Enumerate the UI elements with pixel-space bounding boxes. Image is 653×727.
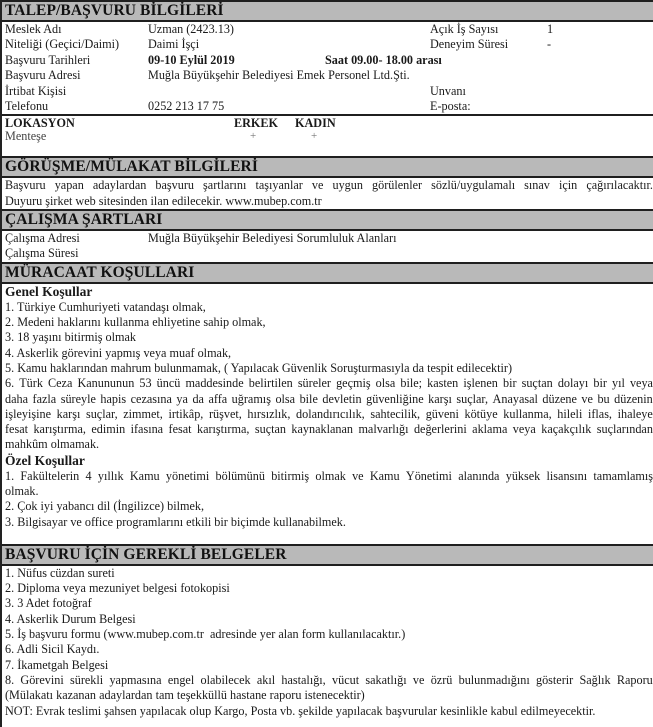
word: bitirmiş bbox=[271, 468, 310, 483]
genel-item-1: 1. Türkiye Cumhuriyeti vatandaşı olmak, bbox=[5, 299, 206, 314]
unvan-label: Unvanı bbox=[430, 83, 466, 98]
telefon-label: Telefonu bbox=[5, 98, 49, 113]
word: Başvuru bbox=[5, 178, 46, 193]
word: yönetimi bbox=[165, 468, 210, 483]
word: fazla bbox=[32, 391, 57, 406]
word: Kanununun bbox=[77, 376, 135, 391]
telefon-value: 0252 213 17 75 bbox=[148, 98, 225, 113]
word: gösterir bbox=[535, 672, 574, 687]
section-header-calisma: ÇALIŞMA ŞARTLARI bbox=[2, 209, 653, 231]
word: vücut bbox=[332, 672, 360, 687]
ozel-item-2: 2. Çok iyi yabancı dil (İngilizce) bilmek, bbox=[5, 499, 205, 514]
calisma-sure-label: Çalışma Süresi bbox=[5, 246, 79, 261]
word: dolayı bbox=[557, 376, 589, 391]
word: suçlar, bbox=[85, 406, 118, 421]
word: karşı bbox=[56, 406, 81, 421]
belge-item-8-line-1 bbox=[2, 673, 653, 688]
word: üncü bbox=[156, 376, 181, 391]
belge-item-5: 5. İş başvuru formu (www.mubep.com.tr adresinde yer alan form kullanılacaktır.) bbox=[5, 627, 406, 642]
genel-item-4: 4. Askerlik görevini yapmış veya muaf olmak, bbox=[5, 345, 232, 360]
ozel-item-1-line-1 bbox=[2, 469, 653, 484]
calisma-adres-row bbox=[2, 231, 653, 246]
section-header-talep: TALEP/BAŞVURU BİLGİLERİ bbox=[2, 0, 653, 22]
word: Ceza bbox=[48, 376, 73, 391]
word: Yönetimi bbox=[405, 468, 452, 483]
word: Anayasal bbox=[492, 391, 538, 406]
word: bile; bbox=[400, 376, 423, 391]
gorusme-text-line-1 bbox=[2, 178, 653, 193]
erkek-value: + bbox=[250, 130, 257, 143]
word: için bbox=[558, 178, 578, 193]
word: sahtecilik, bbox=[370, 406, 421, 421]
spacer bbox=[2, 143, 653, 156]
acik-is-value: 1 bbox=[547, 22, 554, 36]
lokasyon-header-row bbox=[2, 116, 653, 130]
kadin-value: + bbox=[311, 130, 318, 143]
meslek-label: Meslek Adı bbox=[5, 22, 62, 36]
lokasyon-label: LOKASYON bbox=[5, 116, 75, 131]
word: yapmasına bbox=[109, 672, 162, 687]
word: ya bbox=[176, 391, 188, 406]
gorusme-text-line-2: Duyuru şirket web sitesinden ilan edilecekir. www.mubep.com.tr bbox=[5, 193, 322, 208]
adres-row bbox=[2, 68, 653, 83]
calisma-sure-row bbox=[2, 246, 653, 261]
word: veya bbox=[629, 376, 653, 391]
word: akıl bbox=[256, 672, 276, 687]
word: görülenler bbox=[372, 178, 423, 193]
word: ve bbox=[581, 391, 593, 406]
irtibat-row bbox=[2, 84, 653, 99]
word: sakatlığı bbox=[365, 672, 407, 687]
word: aklama bbox=[472, 422, 508, 437]
word: veya bbox=[512, 422, 536, 437]
word: yüksek bbox=[505, 468, 541, 483]
word: değerlerini bbox=[413, 422, 467, 437]
word: güvenliğine bbox=[366, 391, 424, 406]
word: irtikâp, bbox=[168, 406, 204, 421]
spacer bbox=[2, 530, 653, 544]
word: belirtilen bbox=[248, 376, 293, 391]
word: süreyle bbox=[60, 391, 96, 406]
saat-value: Saat 09.00- 18.00 arası bbox=[325, 52, 442, 67]
belge-item-4: 4. Askerlik Durum Belgesi bbox=[5, 611, 136, 626]
genel-item-6-line-3 bbox=[2, 407, 653, 422]
word: karşı bbox=[428, 391, 452, 406]
word: yıllık bbox=[97, 468, 124, 483]
word: hapis bbox=[100, 391, 127, 406]
word: ve bbox=[311, 178, 324, 193]
word: fesat bbox=[5, 422, 29, 437]
section-header-muracaat: MÜRACAAT KOŞULLARI bbox=[2, 262, 653, 284]
word: olsa bbox=[375, 376, 396, 391]
word: edimin bbox=[91, 422, 126, 437]
word: olabilecek bbox=[200, 672, 251, 687]
word: düzene bbox=[542, 391, 577, 406]
word: bulunmadığını bbox=[458, 672, 530, 687]
calisma-adres-value: Muğla Büyükşehir Belediyesi Sorumluluk Alanları bbox=[148, 230, 397, 245]
word: Fakültelerin bbox=[20, 468, 80, 483]
genel-item-3: 3. 18 yaşını bitirmiş olmak bbox=[5, 330, 137, 345]
word: başvuru bbox=[155, 178, 194, 193]
word: uğramış bbox=[231, 391, 271, 406]
lokasyon-row bbox=[2, 130, 653, 143]
word: kasten bbox=[427, 376, 459, 391]
genel-item-6-line-4 bbox=[2, 422, 653, 437]
deneyim-label: Deneyim Süresi bbox=[430, 37, 509, 52]
word: ifasına bbox=[130, 422, 164, 437]
word: bile bbox=[299, 391, 318, 406]
word: Raporu bbox=[616, 672, 653, 687]
word: Kamu bbox=[129, 468, 160, 483]
word: yapan bbox=[54, 178, 84, 193]
niteligi-value: Daimi İşçi bbox=[148, 37, 200, 52]
word: çağırılacaktır. bbox=[586, 178, 653, 193]
word: bölümünü bbox=[215, 468, 265, 483]
word: devletin bbox=[322, 391, 362, 406]
word: lisansını bbox=[546, 468, 588, 483]
belge-item-2: 2. Diploma veya mezuniyet belgesi fotokopisi bbox=[5, 581, 230, 596]
eposta-label: E-posta: bbox=[430, 98, 471, 113]
acik-is-label: Açık İş Sayısı bbox=[430, 22, 499, 36]
belge-item-6: 6. Adli Sicil Kaydı. bbox=[5, 642, 100, 657]
word: alanında bbox=[458, 468, 500, 483]
word: kullanma, bbox=[503, 406, 552, 421]
word: 1. bbox=[5, 468, 15, 483]
word: hırsızlık, bbox=[247, 406, 291, 421]
word: iflas, bbox=[587, 406, 612, 421]
word: karıştırma, bbox=[196, 422, 250, 437]
word: 53 bbox=[139, 376, 152, 391]
word: engel bbox=[167, 672, 195, 687]
word: fesat bbox=[168, 422, 192, 437]
word: Kamu bbox=[369, 468, 400, 483]
meslek-row bbox=[2, 22, 653, 37]
word: Türk bbox=[19, 376, 43, 391]
irtibat-label: İrtibat Kişisi bbox=[5, 83, 67, 98]
niteligi-row bbox=[2, 37, 653, 52]
word: olsa bbox=[275, 391, 296, 406]
word: 8. bbox=[5, 672, 15, 687]
word: geçmiş bbox=[336, 376, 371, 391]
word: hastalığı, bbox=[281, 672, 326, 687]
calisma-adres-label: Çalışma Adresi bbox=[5, 230, 80, 245]
lokasyon-value: Menteşe bbox=[5, 129, 47, 144]
word: suçtan bbox=[254, 422, 286, 437]
word: dolandırıcılık, bbox=[296, 406, 365, 421]
deneyim-value: - bbox=[547, 37, 552, 52]
word: düzenin bbox=[614, 391, 653, 406]
word: tamamlamış bbox=[593, 468, 653, 483]
word: şartlarını bbox=[203, 178, 247, 193]
word: ve bbox=[412, 672, 425, 687]
word: hileli bbox=[557, 406, 583, 421]
word: olmak bbox=[315, 468, 346, 483]
word: Sağlık bbox=[579, 672, 611, 687]
word: bir bbox=[502, 376, 517, 391]
word: süreler bbox=[297, 376, 331, 391]
genel-kosullar-title: Genel Koşullar bbox=[5, 283, 93, 299]
word: suçlar, bbox=[456, 391, 489, 406]
belge-item-7: 7. İkametgah Belgesi bbox=[5, 657, 109, 672]
word: maddesinde bbox=[185, 376, 244, 391]
adres-value: Muğla Büyükşehir Belediyesi Emek Personel Ltd.Şti. bbox=[148, 68, 410, 83]
belge-item-1: 1. Nüfus cüzdan sureti bbox=[5, 565, 115, 580]
adres-label: Başvuru Adresi bbox=[5, 68, 81, 83]
genel-item-2: 2. Medeni haklarını kullanma ehliyetine sahip olmak, bbox=[5, 315, 266, 330]
telefon-row bbox=[2, 99, 653, 114]
word: sözlü/uygulamalı bbox=[431, 178, 516, 193]
belge-item-8-line-2: (Mülakatı kazanan adaylardan tam teşekküllü hastane raporu istenecektir) bbox=[5, 688, 365, 703]
word: ihaleye bbox=[617, 406, 653, 421]
word: sürekli bbox=[70, 672, 104, 687]
tarih-row bbox=[2, 53, 653, 68]
word: kötüye bbox=[464, 406, 498, 421]
word: karıştırma, bbox=[33, 422, 86, 437]
word: kaçakçılık bbox=[541, 422, 592, 437]
word: Görevini bbox=[20, 672, 64, 687]
word: işlenen bbox=[463, 376, 498, 391]
word: affa bbox=[208, 391, 228, 406]
genel-item-6-line-5: mahkûm olmamak. bbox=[5, 437, 100, 452]
word: 6. bbox=[5, 376, 15, 391]
meslek-value: Uzman (2423.13) bbox=[148, 22, 234, 36]
word: bir bbox=[593, 376, 607, 391]
section-header-gorusme: GÖRÜŞME/MÜLAKAT BİLGİLERİ bbox=[2, 156, 653, 178]
word: yıl bbox=[611, 376, 625, 391]
belge-note: NOT: Evrak teslimi şahsen yapılacak olup Kargo, Posta vb. şekilde yapılacak başvurular kesinlikle kabul edilmeyecektir. bbox=[5, 703, 596, 718]
word: bu bbox=[597, 391, 610, 406]
genel-item-6-line-2 bbox=[2, 392, 653, 407]
word: adaylardan bbox=[92, 178, 147, 193]
genel-item-6-line-1 bbox=[2, 376, 653, 391]
word: taşıyanlar bbox=[255, 178, 303, 193]
tarih-value: 09-10 Eylül 2019 bbox=[148, 52, 235, 67]
word: da bbox=[192, 391, 204, 406]
word: kaynaklanan bbox=[291, 422, 354, 437]
section-header-belgeler: BAŞVURU İÇİN GEREKLİ BELGELER bbox=[2, 544, 653, 566]
word: güveni bbox=[425, 406, 459, 421]
ozel-item-1-line-2: olmak. bbox=[5, 483, 39, 498]
word: uygun bbox=[332, 178, 363, 193]
word: suçlarından bbox=[596, 422, 653, 437]
word: 4 bbox=[85, 468, 92, 483]
word: işleyişine bbox=[5, 406, 52, 421]
word: rüşvet, bbox=[208, 406, 242, 421]
tarih-label: Başvuru Tarihleri bbox=[5, 52, 91, 67]
niteligi-label: Niteliği (Geçici/Daimi) bbox=[5, 37, 120, 52]
word: zimmet, bbox=[123, 406, 163, 421]
word: suçtan bbox=[521, 376, 553, 391]
word: daha bbox=[5, 391, 29, 406]
ozel-kosullar-title: Özel Koşullar bbox=[5, 452, 85, 468]
ozel-item-3: 3. Bilgisayar ve office programlarını etkili bir biçimde kullanabilmek. bbox=[5, 514, 346, 529]
word: malvarlığı bbox=[358, 422, 409, 437]
kadin-label: KADIN bbox=[295, 116, 336, 131]
genel-item-5: 5. Kamu haklarından mahrum bulunmamak, ( Yapılacak Güvenlik Soruşturmasıyla da tespit edilecektir) bbox=[5, 360, 513, 375]
erkek-label: ERKEK bbox=[234, 116, 279, 131]
word: ve bbox=[352, 468, 364, 483]
word: özrü bbox=[430, 672, 453, 687]
belge-item-3: 3. 3 Adet fotoğraf bbox=[5, 596, 92, 611]
word: sınav bbox=[524, 178, 550, 193]
word: cezasına bbox=[130, 391, 172, 406]
